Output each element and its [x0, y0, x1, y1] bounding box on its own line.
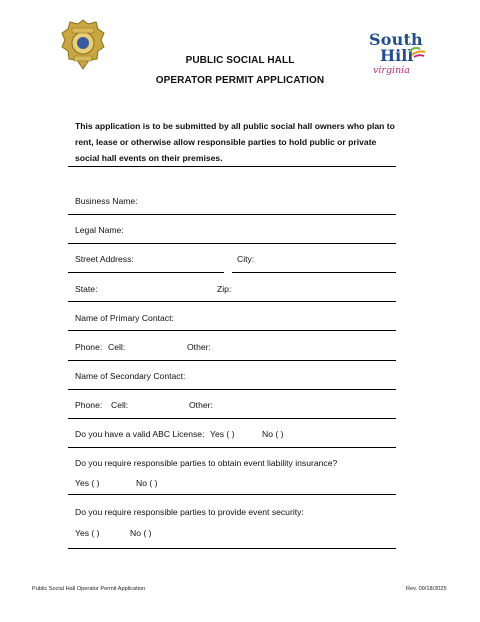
primary-contact-line — [68, 330, 396, 331]
cell2-label: Cell: — [111, 400, 129, 410]
primary-contact-label: Name of Primary Contact: — [75, 313, 174, 323]
abc-license-question: Do you have a valid ABC License: — [75, 429, 205, 439]
business-name-line — [68, 214, 396, 215]
insurance-no[interactable]: No ( ) — [136, 478, 158, 488]
street-address-line — [68, 272, 224, 273]
abc-license-no[interactable]: No ( ) — [262, 429, 284, 439]
insurance-question: Do you require responsible parties to obtain event liability insurance? — [75, 458, 338, 468]
form-title: PUBLIC SOCIAL HALL — [185, 55, 295, 66]
phone1-line — [68, 360, 396, 361]
divider — [68, 166, 396, 167]
logo-text-south: South — [369, 30, 423, 49]
city-line — [232, 272, 396, 273]
abc-license-yes[interactable]: Yes ( ) — [210, 429, 235, 439]
insurance-line — [68, 494, 396, 495]
state-label: State: — [75, 284, 98, 294]
insurance-yes[interactable]: Yes ( ) — [75, 478, 100, 488]
logo-text-virginia: virginia — [373, 65, 410, 76]
footer-form-name: Public Social Hall Operator Permit Application — [32, 586, 146, 592]
footer-revision: Rev. 09/18/2025 — [406, 586, 447, 592]
security-line — [68, 548, 396, 549]
form-subtitle: OPERATOR PERMIT APPLICATION — [155, 75, 325, 86]
phone1-label: Phone: — [75, 342, 103, 352]
security-no[interactable]: No ( ) — [130, 528, 152, 538]
security-yes[interactable]: Yes ( ) — [75, 528, 100, 538]
other1-label: Other: — [187, 342, 211, 352]
phone2-line — [68, 418, 396, 419]
intro-paragraph: This application is to be submitted by all public social hall owners who plan to rent, lease or otherwise allow responsible parties to hold public or private social hall events on their premises. — [75, 121, 395, 163]
business-name-label: Business Name: — [75, 196, 138, 206]
secondary-contact-line — [68, 389, 396, 390]
street-address-label: Street Address: — [75, 254, 134, 264]
cell1-label: Cell: — [108, 342, 126, 352]
secondary-contact-label: Name of Secondary Contact: — [75, 371, 186, 381]
legal-name-label: Legal Name: — [75, 225, 124, 235]
phone2-label: Phone: — [75, 400, 103, 410]
legal-name-line — [68, 243, 396, 244]
zip-label: Zip: — [217, 284, 232, 294]
other2-label: Other: — [189, 400, 213, 410]
logo-text-hill: Hill — [380, 46, 414, 65]
security-question: Do you require responsible parties to provide event security: — [75, 507, 304, 517]
state-zip-line — [68, 301, 396, 302]
city-label: City: — [237, 254, 255, 264]
abc-license-line — [68, 447, 396, 448]
